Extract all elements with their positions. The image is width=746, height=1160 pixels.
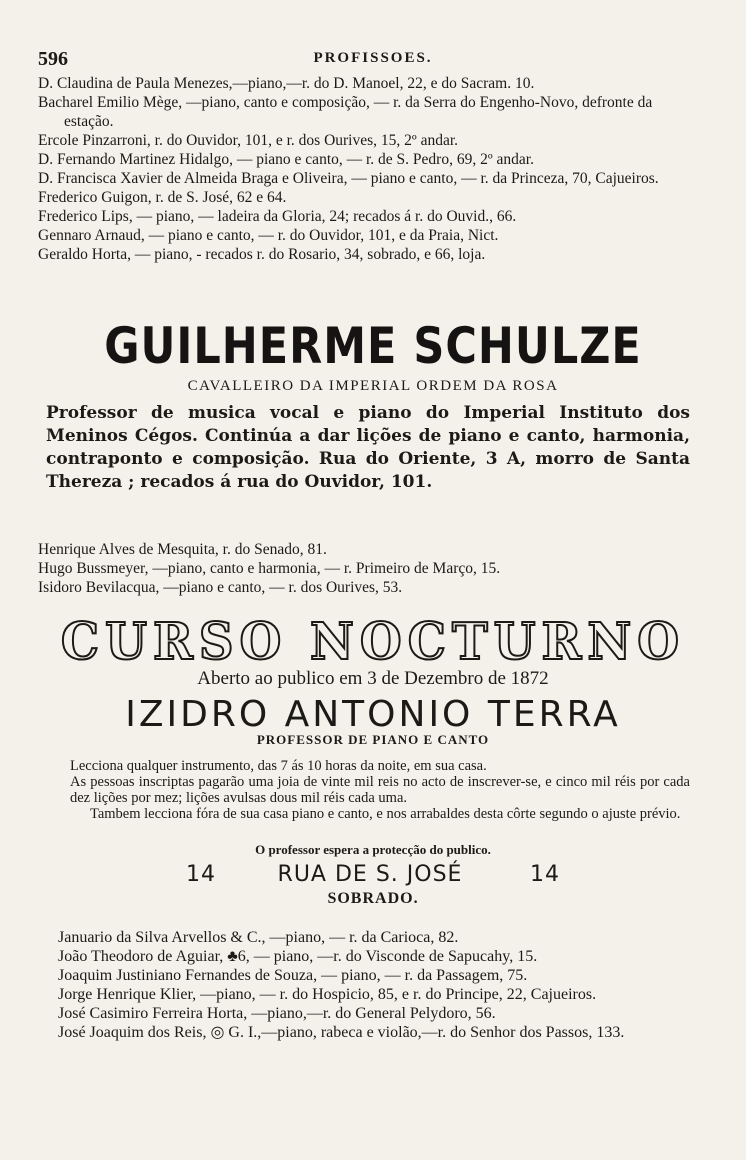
directory-list-2	[38, 540, 688, 597]
directory-list-1	[38, 74, 688, 264]
list-item: Januario da Silva Arvellos & C., —piano, — r. da Carioca, 82.	[58, 929, 459, 946]
terra-address	[180, 862, 560, 888]
running-title: PROFISSOES.	[313, 50, 433, 66]
list-item: Geraldo Horta, — piano, - recados r. do Rosario, 34, sobrado, e 66, loja.	[38, 246, 486, 263]
page-header	[38, 48, 708, 74]
list-item: Frederico Lips, — piano, — ladeira da Gloria, 24; recados á r. do Ouvid., 66.	[38, 208, 517, 225]
terra-ad-line: As pessoas inscriptas pagarão uma joia de vinte mil reis no acto de inscrever-se, e cinco mil réis por cada dez lições por mez; lições avulsas dous mil réis cada uma.	[70, 774, 690, 806]
list-item: Gennaro Arnaud, — piano e canto, — r. do Ouvidor, 101, e da Praia, Nict.	[38, 227, 499, 244]
list-item: José Joaquim dos Reis, ◎ G. I.,—piano, rabeca e violão,—r. do Senhor dos Passos, 133.	[58, 1024, 625, 1041]
terra-ad-line: Lecciona qualquer instrumento, das 7 ás 10 horas da noite, em sua casa.	[70, 758, 487, 774]
list-item: Isidoro Bevilacqua, —piano e canto, — r. dos Ourives, 53.	[38, 579, 403, 596]
terra-hope-line: O professor espera a protecção do publico.	[255, 842, 491, 857]
list-item: João Theodoro de Aguiar, ♣6, — piano, —r. do Visconde de Sapucahy, 15.	[58, 948, 538, 965]
terra-ad-name: IZIDRO ANTONIO TERRA	[125, 694, 621, 735]
address-street: RUA DE S. JOSÉ	[277, 862, 463, 887]
address-number-left: 14	[186, 862, 216, 887]
curso-nocturno-heading: CURSO NOCTURNO	[60, 612, 686, 672]
terra-ad-line: Tambem lecciona fóra de sua casa piano e canto, e nos arrabaldes desta côrte segundo o ajuste prévio.	[90, 806, 681, 822]
schulze-ad-subtitle: CAVALLEIRO DA IMPERIAL ORDEM DA ROSA	[187, 378, 559, 394]
list-item: Ercole Pinzarroni, r. do Ouvidor, 101, e r. dos Ourives, 15, 2º andar.	[38, 132, 459, 149]
list-item: D. Francisca Xavier de Almeida Braga e Oliveira, — piano e canto, — r. da Princeza, 70, Cajueiros.	[38, 170, 659, 187]
directory-list-3	[58, 928, 718, 1042]
list-item: Henrique Alves de Mesquita, r. do Senado, 81.	[38, 541, 327, 558]
terra-profession: PROFESSOR DE PIANO E CANTO	[256, 732, 490, 747]
list-item: D. Claudina de Paula Menezes,—piano,—r. do D. Manoel, 22, e do Sacram. 10.	[38, 75, 535, 92]
address-number-right: 14	[530, 862, 560, 887]
list-item: Frederico Guigon, r. de S. José, 62 e 64.	[38, 189, 287, 206]
opening-date-line: Aberto ao publico em 3 de Dezembro de 1872	[197, 668, 549, 689]
list-item: Bacharel Emilio Mège, —piano, canto e composição, — r. da Serra do Engenho-Novo, defronte da estação.	[38, 94, 653, 130]
list-item: Joaquim Justiniano Fernandes de Souza, — piano, — r. da Passagem, 75.	[58, 967, 528, 984]
list-item: José Casimiro Ferreira Horta, —piano,—r. do General Pelydoro, 56.	[58, 1005, 496, 1022]
list-item: Hugo Bussmeyer, —piano, canto e harmonia, — r. Primeiro de Março, 15.	[38, 560, 501, 577]
schulze-ad-name: GUILHERME SCHULZE	[104, 318, 642, 376]
terra-floor: SOBRADO.	[327, 890, 419, 907]
page-number: 596	[38, 48, 68, 70]
list-item: Jorge Henrique Klier, —piano, — r. do Hospicio, 85, e r. do Principe, 22, Cajueiros.	[58, 986, 597, 1003]
terra-ad-body	[70, 758, 690, 822]
schulze-ad-body: Professor de musica vocal e piano do Imperial Instituto dos Meninos Cégos. Continúa a dar lições de piano e canto, harmonia, contraponto e composição. Rua do Oriente, 3 A, morro de Santa Thereza ; recados á rua do Ouvidor, 101.	[46, 403, 690, 492]
list-item: D. Fernando Martinez Hidalgo, — piano e canto, — r. de S. Pedro, 69, 2º andar.	[38, 151, 534, 168]
